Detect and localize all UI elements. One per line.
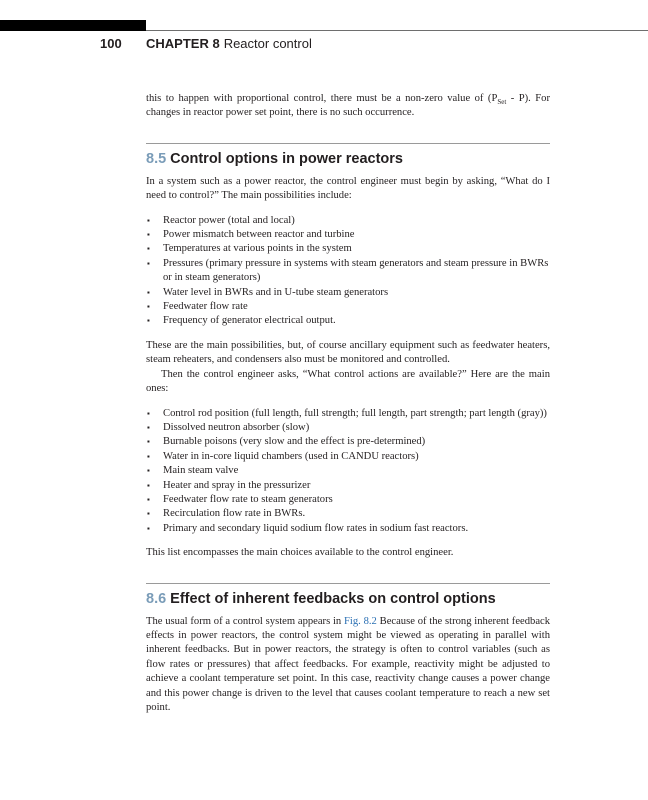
page-body <box>146 92 550 715</box>
section-number: 8.6 <box>146 590 167 607</box>
list-item: ▪ Primary and secondary liquid sodium flow rates in sodium fast reactors. <box>146 522 550 536</box>
section-number: 8.5 <box>146 150 167 167</box>
paragraph-text: Because of the strong inherent feedback effects in power reactors, the control system might be viewed as operating in parallel with inherent feedbacks. But in power reactors, the strategy is often to control variables (such as flow rates or pressures) that affect feedbacks. For example, reactivity might be adjusted to achieve a coolant temperature set point. In this case, reactivity change causes a power change and this power change is driven to the level that causes coolant temperature to reach a new set point. <box>146 615 551 713</box>
paragraph: This list encompasses the main choices available to the control engineer. <box>146 547 454 559</box>
paragraph <box>146 615 550 716</box>
section-heading-8-6 <box>146 590 550 608</box>
list-item: ▪ Heater and spray in the pressurizer <box>146 479 550 493</box>
header-rule <box>146 30 648 31</box>
page-number: 100 <box>100 36 122 51</box>
intro-text-before: this to happen with proportional control, there must be a non-zero value of (P <box>146 93 498 104</box>
list-item: ▪ Feedwater flow rate <box>146 300 550 314</box>
list-item: ▪ Pressures (primary pressure in systems with steam generators and steam pressure in BWRs or in steam generators) <box>146 257 550 286</box>
list-item: ▪ Dissolved neutron absorber (slow) <box>146 421 550 435</box>
intro-paragraph <box>146 92 550 121</box>
section-divider <box>146 143 550 144</box>
list-item: ▪ Reactor power (total and local) <box>146 214 550 228</box>
chapter-number: CHAPTER 8 <box>146 36 220 51</box>
control-variables-list <box>146 214 550 329</box>
list-item: ▪ Burnable poisons (very slow and the effect is pre-determined) <box>146 435 550 449</box>
list-item: ▪ Feedwater flow rate to steam generators <box>146 493 550 507</box>
list-item: ▪ Temperatures at various points in the system <box>146 242 550 256</box>
list-item: ▪ Water level in BWRs and in U-tube steam generators <box>146 286 550 300</box>
paragraph: In a system such as a power reactor, the control engineer must begin by asking, “What do I need to control?” The main possibilities include: <box>146 175 550 202</box>
section-title: Control options in power reactors <box>170 150 403 167</box>
running-head <box>0 36 648 54</box>
chapter-label <box>146 36 312 52</box>
section-heading-8-5 <box>146 150 550 168</box>
header-black-bar <box>0 20 146 31</box>
intro-text-after: - P). For changes in reactor power set point, there is no such occurrence. <box>146 93 551 119</box>
list-item: ▪ Main steam valve <box>146 464 550 478</box>
section-title: Effect of inherent feedbacks on control options <box>170 590 496 607</box>
intro-subscript: Set <box>497 98 507 107</box>
chapter-title: Reactor control <box>223 36 312 51</box>
list-item: ▪ Control rod position (full length, full strength; full length, part strength; part length (gray)) <box>146 407 550 421</box>
figure-link[interactable]: Fig. 8.2 <box>344 615 377 627</box>
list-item: ▪ Recirculation flow rate in BWRs. <box>146 507 550 521</box>
paragraph: These are the main possibilities, but, of course ancillary equipment such as feedwater heaters, steam reheaters, and condensers also must be monitored and controlled. <box>146 339 550 366</box>
list-item: ▪ Power mismatch between reactor and turbine <box>146 228 550 242</box>
list-item: ▪ Water in in-core liquid chambers (used in CANDU reactors) <box>146 450 550 464</box>
paragraph: Then the control engineer asks, “What control actions are available?” Here are the main ones: <box>146 368 550 395</box>
paragraph-text: The usual form of a control system appears in <box>146 615 345 627</box>
control-actions-list <box>146 407 550 537</box>
section-divider <box>146 583 550 584</box>
list-item: ▪ Frequency of generator electrical output. <box>146 314 550 328</box>
